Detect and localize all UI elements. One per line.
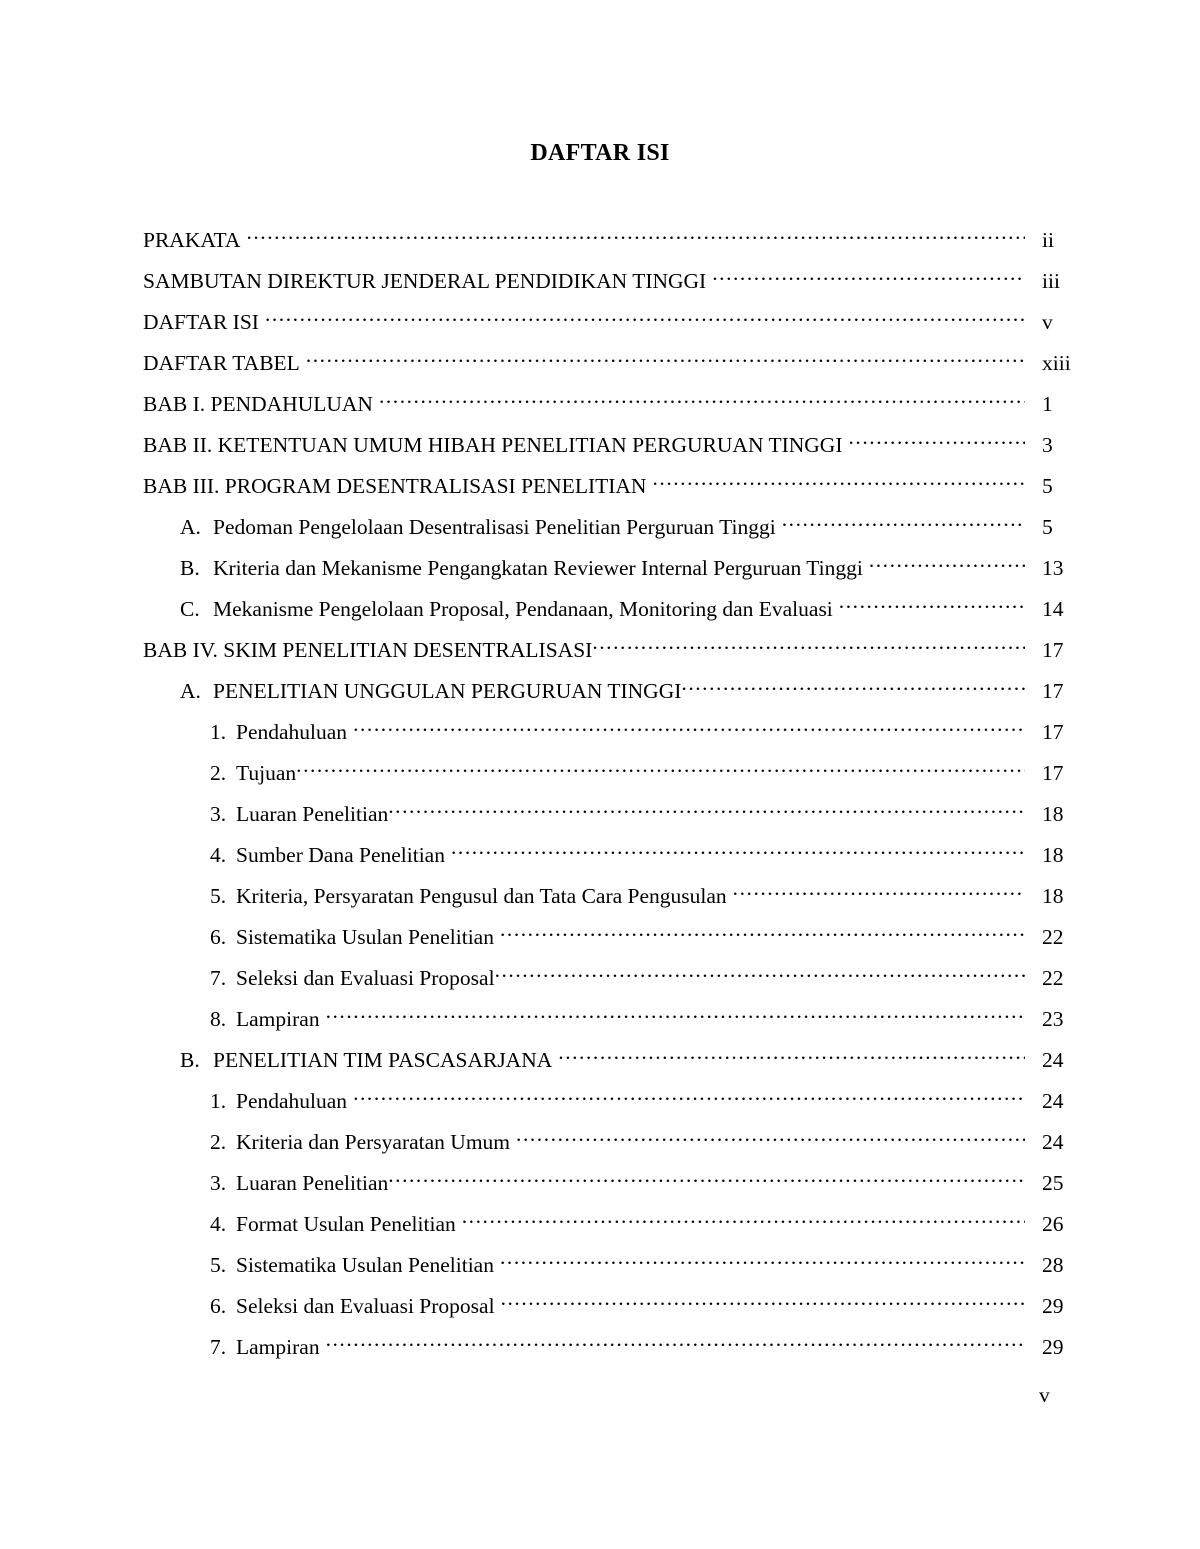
toc-entry[interactable] [143,1122,1083,1163]
toc-leader-dots [782,513,1025,535]
page-folio: v [1039,1383,1050,1407]
toc-entry-marker: A. [180,679,201,703]
toc-entry[interactable] [143,425,1083,466]
toc-entry[interactable] [143,507,1083,548]
toc-leader-dots [353,718,1025,740]
toc-entry-title: Pendahuluan [236,1089,348,1113]
toc-entry[interactable] [143,1327,1083,1368]
toc-entry-page-number: 18 [1042,802,1064,826]
toc-entry-page-number: 13 [1042,556,1064,580]
toc-entry-page-number: 17 [1042,679,1064,703]
toc-entry-page-number: 17 [1042,720,1064,744]
toc-leader-dots [462,1210,1025,1232]
toc-entry[interactable] [143,958,1083,999]
toc-entry-page-number: 17 [1042,761,1064,785]
toc-leader-dots [388,1169,1025,1191]
toc-leader-dots [388,800,1025,822]
toc-entry-page-number: 24 [1042,1130,1064,1154]
page-title: DAFTAR ISI [530,140,670,166]
toc-entry-title: Tujuan [236,761,297,785]
toc-entry-marker: 8. [210,1007,227,1031]
toc-entry-title: SAMBUTAN DIREKTUR JENDERAL PENDIDIKAN TINGGI [143,269,707,293]
toc-leader-dots [869,554,1025,576]
toc-leader-dots [558,1046,1025,1068]
toc-entry-page-number: v [1042,310,1053,334]
toc-entry-title: Kriteria dan Persyaratan Umum [236,1130,511,1154]
toc-leader-dots [326,1333,1025,1355]
toc-leader-dots [500,923,1025,945]
toc-entry-page-number: 24 [1042,1089,1064,1113]
toc-entry-page-number: 18 [1042,843,1064,867]
toc-entry-marker: 7. [210,966,227,990]
toc-entry-title: DAFTAR TABEL [143,351,300,375]
toc-entry-title: Kriteria dan Mekanisme Pengangkatan Reviewer Internal Perguruan Tinggi [213,556,863,580]
toc-entry-title: Sistematika Usulan Penelitian [236,1253,494,1277]
toc-entry-page-number: 18 [1042,884,1064,908]
toc-leader-dots [516,1128,1025,1150]
toc-entry[interactable] [143,220,1083,261]
toc-entry-marker: B. [180,556,200,580]
toc-entry-title: Mekanisme Pengelolaan Proposal, Pendanaan, Monitoring dan Evaluasi [213,597,833,621]
toc-entry-marker: 5. [210,884,227,908]
toc-entry-marker: 6. [210,1294,227,1318]
toc-entry-title: BAB II. KETENTUAN UMUM HIBAH PENELITIAN PERGURUAN TINGGI [143,433,843,457]
toc-entry[interactable] [143,302,1083,343]
table-of-contents [143,220,1083,1368]
toc-entry-marker: 7. [210,1335,227,1359]
toc-entry-marker: 5. [210,1253,227,1277]
toc-entry-title: BAB IV. SKIM PENELITIAN DESENTRALISASI [143,638,593,662]
toc-entry-title: Seleksi dan Evaluasi Proposal [236,1294,495,1318]
toc-leader-dots [379,390,1025,412]
toc-leader-dots [306,349,1025,371]
toc-entry[interactable] [143,1040,1083,1081]
toc-leader-dots [296,759,1025,781]
toc-entry-page-number: iii [1042,269,1060,293]
toc-entry[interactable] [143,261,1083,302]
toc-entry[interactable] [143,1204,1083,1245]
toc-entry-title: Luaran Penelitian [236,1171,389,1195]
toc-entry-marker: 1. [210,720,227,744]
toc-entry[interactable] [143,548,1083,589]
toc-entry[interactable] [143,630,1083,671]
toc-entry-page-number: 17 [1042,638,1064,662]
toc-entry-title: PENELITIAN TIM PASCASARJANA [213,1048,553,1072]
toc-leader-dots [681,677,1025,699]
toc-leader-dots [495,964,1025,986]
toc-entry-marker: C. [180,597,200,621]
toc-entry-title: PENELITIAN UNGGULAN PERGURUAN TINGGI [213,679,682,703]
toc-entry-marker: 2. [210,761,227,785]
toc-entry[interactable] [143,999,1083,1040]
toc-entry[interactable] [143,753,1083,794]
toc-entry[interactable] [143,1081,1083,1122]
toc-leader-dots [733,882,1025,904]
toc-leader-dots [500,1251,1025,1273]
toc-entry[interactable] [143,1245,1083,1286]
toc-entry-title: BAB I. PENDAHULUAN [143,392,373,416]
toc-entry-page-number: xiii [1042,351,1071,375]
toc-entry-title: DAFTAR ISI [143,310,259,334]
toc-entry[interactable] [143,917,1083,958]
toc-leader-dots [451,841,1025,863]
toc-leader-dots [353,1087,1025,1109]
toc-entry-page-number: 3 [1042,433,1053,457]
toc-entry[interactable] [143,876,1083,917]
toc-entry-title: PRAKATA [143,228,241,252]
toc-entry-title: Luaran Penelitian [236,802,389,826]
toc-entry-page-number: 29 [1042,1335,1064,1359]
toc-entry-title: Sumber Dana Penelitian [236,843,445,867]
toc-entry-page-number: ii [1042,228,1054,252]
toc-entry-page-number: 22 [1042,966,1064,990]
toc-entry-marker: 3. [210,802,227,826]
toc-entry-page-number: 24 [1042,1048,1064,1072]
toc-entry[interactable] [143,1286,1083,1327]
toc-entry[interactable] [143,589,1083,630]
toc-entry[interactable] [143,835,1083,876]
toc-leader-dots [652,472,1025,494]
toc-entry-page-number: 28 [1042,1253,1064,1277]
toc-entry-page-number: 5 [1042,515,1053,539]
toc-entry-title: Lampiran [236,1335,320,1359]
toc-entry-page-number: 23 [1042,1007,1064,1031]
toc-entry[interactable] [143,343,1083,384]
toc-leader-dots [326,1005,1025,1027]
toc-entry-page-number: 29 [1042,1294,1064,1318]
toc-entry-title: Sistematika Usulan Penelitian [236,925,494,949]
toc-entry-marker: A. [180,515,201,539]
toc-entry-marker: 6. [210,925,227,949]
toc-entry-marker: 1. [210,1089,227,1113]
toc-entry-page-number: 14 [1042,597,1064,621]
toc-leader-dots [839,595,1025,617]
toc-entry-title: Seleksi dan Evaluasi Proposal [236,966,495,990]
toc-entry-page-number: 25 [1042,1171,1064,1195]
toc-entry-page-number: 22 [1042,925,1064,949]
toc-leader-dots [712,267,1025,289]
toc-entry-title: BAB III. PROGRAM DESENTRALISASI PENELITIAN [143,474,647,498]
toc-entry[interactable] [143,1163,1083,1204]
toc-entry[interactable] [143,712,1083,753]
toc-entry-title: Kriteria, Persyaratan Pengusul dan Tata Cara Pengusulan [236,884,727,908]
toc-entry-title: Lampiran [236,1007,320,1031]
toc-entry-title: Format Usulan Penelitian [236,1212,456,1236]
toc-entry-marker: 4. [210,843,227,867]
toc-leader-dots [849,431,1026,453]
toc-entry-page-number: 26 [1042,1212,1064,1236]
toc-entry[interactable] [143,794,1083,835]
toc-entry-marker: 3. [210,1171,227,1195]
toc-entry-marker: B. [180,1048,200,1072]
toc-entry[interactable] [143,671,1083,712]
toc-entry-title: Pendahuluan [236,720,348,744]
toc-entry-marker: 2. [210,1130,227,1154]
toc-leader-dots [265,308,1025,330]
toc-entry-marker: 4. [210,1212,227,1236]
toc-entry[interactable] [143,384,1083,425]
toc-entry[interactable] [143,466,1083,507]
toc-entry-page-number: 1 [1042,392,1053,416]
toc-entry-title: Pedoman Pengelolaan Desentralisasi Penelitian Perguruan Tinggi [213,515,776,539]
toc-leader-dots [246,226,1025,248]
toc-leader-dots [592,636,1025,658]
toc-leader-dots [501,1292,1025,1314]
toc-entry-page-number: 5 [1042,474,1053,498]
